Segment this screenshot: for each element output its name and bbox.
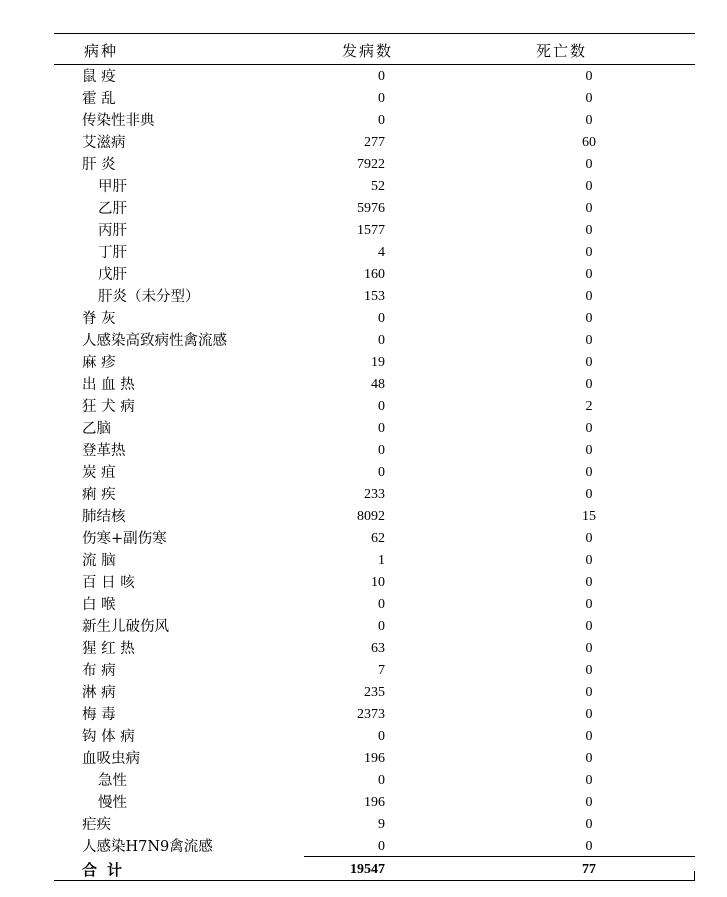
table-row (54, 638, 695, 660)
case-count: 0 (378, 839, 385, 854)
death-count: 0 (585, 685, 593, 700)
case-count: 0 (378, 421, 385, 436)
death-count: 0 (585, 795, 593, 810)
death-count: 0 (585, 311, 593, 326)
case-count: 0 (378, 69, 385, 84)
death-count: 0 (585, 729, 593, 744)
disease-name: 肝炎（未分型） (98, 289, 200, 305)
table-row (54, 462, 695, 484)
table-row (54, 264, 695, 286)
death-count: 0 (585, 113, 593, 128)
header-cases: 发病数 (342, 42, 394, 60)
table-row (54, 198, 695, 220)
disease-name: 百 日 咳 (82, 575, 135, 591)
case-count: 0 (378, 443, 385, 458)
table-row (54, 352, 695, 374)
table-row (54, 176, 695, 198)
case-count: 196 (364, 795, 385, 810)
header-disease: 病种 (84, 42, 119, 60)
table-row (54, 154, 695, 176)
case-count: 0 (378, 311, 385, 326)
total-row (54, 859, 695, 881)
table-row (54, 770, 695, 792)
death-count: 0 (585, 597, 593, 612)
death-count: 0 (585, 839, 593, 854)
table-row (54, 88, 695, 110)
death-count: 0 (585, 157, 593, 172)
disease-name: 痢 疾 (82, 487, 116, 503)
case-count: 7 (378, 663, 385, 678)
disease-name: 梅 毒 (82, 707, 116, 723)
death-count: 0 (585, 421, 593, 436)
total-cases: 19547 (350, 862, 385, 877)
case-count: 10 (371, 575, 385, 590)
table-row (54, 726, 695, 748)
disease-name: 人感染H7N9禽流感 (82, 839, 213, 855)
case-count: 62 (371, 531, 385, 546)
death-count: 0 (585, 289, 593, 304)
death-count: 0 (585, 641, 593, 656)
table-row (54, 594, 695, 616)
disease-name: 新生儿破伤风 (82, 619, 169, 635)
disease-name: 炭 疽 (82, 465, 116, 481)
table-row (54, 286, 695, 308)
death-count: 0 (585, 201, 593, 216)
disease-name: 丙肝 (98, 223, 127, 239)
disease-name: 白 喉 (82, 597, 116, 613)
case-count: 196 (364, 751, 385, 766)
disease-name: 钩 体 病 (82, 729, 135, 745)
death-count: 0 (585, 377, 593, 392)
death-count: 0 (585, 707, 593, 722)
disease-name: 伤寒+副伤寒 (82, 531, 167, 547)
death-count: 0 (585, 333, 593, 348)
death-count: 0 (585, 267, 593, 282)
death-count: 0 (585, 531, 593, 546)
header-deaths: 死亡数 (536, 42, 588, 60)
table-row (54, 374, 695, 396)
death-count: 0 (585, 773, 593, 788)
disease-name: 艾滋病 (82, 135, 126, 151)
case-count: 0 (378, 729, 385, 744)
bottom-rule (54, 880, 695, 881)
death-count: 0 (585, 553, 593, 568)
case-count: 63 (371, 641, 385, 656)
case-count: 0 (378, 333, 385, 348)
total-deaths: 77 (582, 862, 596, 877)
disease-name: 出 血 热 (82, 377, 135, 393)
case-count: 9 (378, 817, 385, 832)
disease-name: 乙肝 (98, 201, 127, 217)
header-rule (54, 64, 695, 65)
case-count: 7922 (357, 157, 385, 172)
disease-name: 传染性非典 (82, 113, 155, 129)
case-count: 0 (378, 773, 385, 788)
table-row (54, 682, 695, 704)
death-count: 0 (585, 355, 593, 370)
disease-name: 布 病 (82, 663, 116, 679)
table-row (54, 220, 695, 242)
death-count: 2 (585, 399, 593, 414)
table-row (54, 704, 695, 726)
disease-name: 麻 疹 (82, 355, 116, 371)
table-row (54, 836, 695, 858)
total-label: 合计 (82, 861, 133, 879)
death-count: 0 (585, 751, 593, 766)
table-header (54, 33, 695, 64)
table-row (54, 66, 695, 88)
table-row (54, 110, 695, 132)
case-count: 0 (378, 465, 385, 480)
death-count: 0 (585, 245, 593, 260)
case-count: 2373 (357, 707, 385, 722)
disease-name: 流 脑 (82, 553, 116, 569)
table-row (54, 660, 695, 682)
case-count: 48 (371, 377, 385, 392)
disease-name: 肺结核 (82, 509, 126, 525)
death-count: 0 (585, 179, 593, 194)
table-row (54, 528, 695, 550)
case-count: 1 (378, 553, 385, 568)
case-count: 0 (378, 91, 385, 106)
case-count: 1577 (357, 223, 385, 238)
death-count: 0 (585, 69, 593, 84)
table-row (54, 132, 695, 154)
case-count: 277 (364, 135, 385, 150)
table-row (54, 484, 695, 506)
table-row (54, 506, 695, 528)
death-count: 0 (585, 575, 593, 590)
case-count: 0 (378, 597, 385, 612)
case-count: 0 (378, 399, 385, 414)
disease-name: 肝 炎 (82, 157, 116, 173)
disease-name: 鼠 疫 (82, 69, 116, 85)
death-count: 0 (585, 487, 593, 502)
case-count: 235 (364, 685, 385, 700)
death-count: 60 (582, 135, 596, 150)
death-count: 0 (585, 663, 593, 678)
disease-name: 甲肝 (98, 179, 127, 195)
table-row (54, 440, 695, 462)
death-count: 0 (585, 465, 593, 480)
disease-name: 登革热 (82, 443, 126, 459)
table-row (54, 616, 695, 638)
table-row (54, 748, 695, 770)
total-rule (304, 856, 695, 857)
case-count: 153 (364, 289, 385, 304)
table-row (54, 418, 695, 440)
death-count: 15 (582, 509, 596, 524)
disease-name: 疟疾 (82, 817, 111, 833)
disease-name: 人感染高致病性禽流感 (82, 333, 227, 349)
disease-name: 丁肝 (98, 245, 127, 261)
disease-name: 狂 犬 病 (82, 399, 135, 415)
case-count: 5976 (357, 201, 385, 216)
case-count: 52 (371, 179, 385, 194)
disease-name: 慢性 (98, 795, 127, 811)
case-count: 19 (371, 355, 385, 370)
table-row (54, 792, 695, 814)
table-row (54, 550, 695, 572)
disease-name: 急性 (98, 773, 127, 789)
case-count: 0 (378, 113, 385, 128)
case-count: 4 (378, 245, 385, 260)
corner-tick (694, 871, 695, 881)
table-row (54, 330, 695, 352)
death-count: 0 (585, 223, 593, 238)
table-row (54, 814, 695, 836)
death-count: 0 (585, 619, 593, 634)
table-row (54, 242, 695, 264)
disease-name: 血吸虫病 (82, 751, 140, 767)
disease-name: 乙脑 (82, 421, 111, 437)
disease-name: 脊 灰 (82, 311, 116, 327)
disease-name: 淋 病 (82, 685, 116, 701)
death-count: 0 (585, 817, 593, 832)
case-count: 160 (364, 267, 385, 282)
case-count: 0 (378, 619, 385, 634)
table-row (54, 572, 695, 594)
case-count: 233 (364, 487, 385, 502)
table-row (54, 308, 695, 330)
disease-name: 戊肝 (98, 267, 127, 283)
death-count: 0 (585, 443, 593, 458)
disease-name: 猩 红 热 (82, 641, 135, 657)
case-count: 8092 (357, 509, 385, 524)
table-row (54, 396, 695, 418)
death-count: 0 (585, 91, 593, 106)
disease-name: 霍 乱 (82, 91, 116, 107)
